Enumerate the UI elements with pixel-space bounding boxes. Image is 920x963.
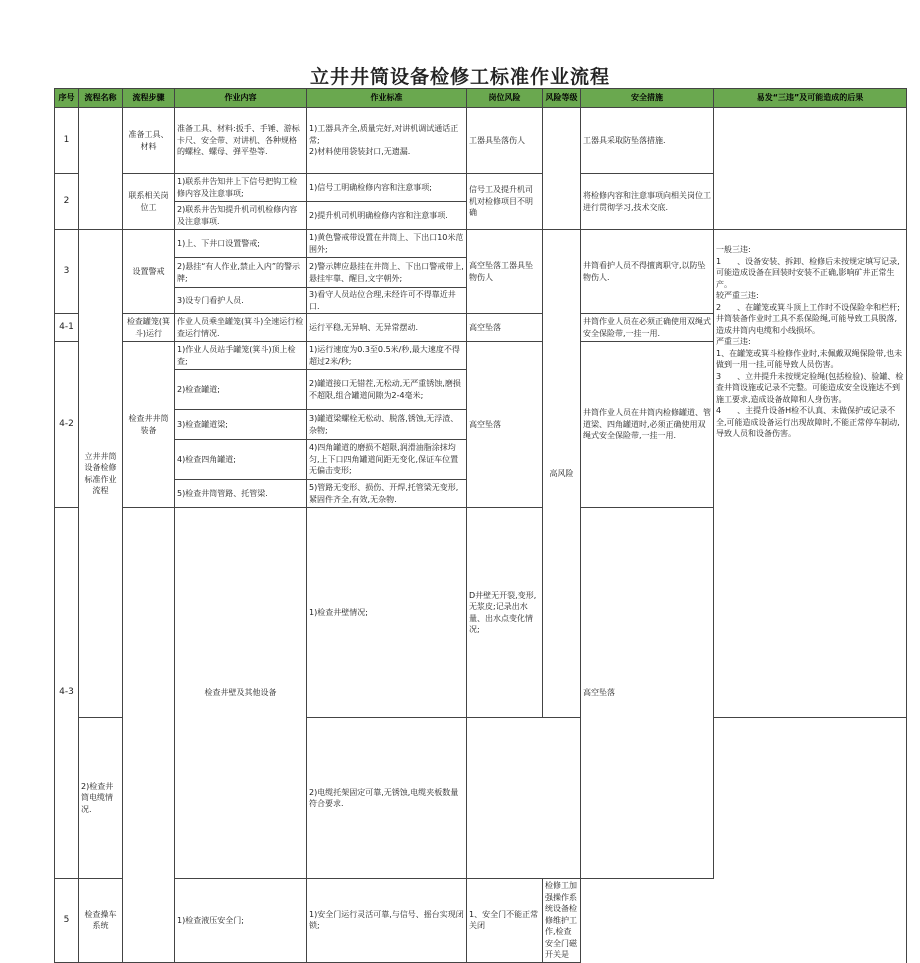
measure-cell: 工器具采取防坠落措施. [581,108,714,174]
content-cell: 2)检查罐道; [175,370,307,410]
content-cell: 3)设专门看护人员. [175,288,307,314]
risk-cell: 工器具坠落伤人 [467,108,543,174]
standard-cell: 2)警示牌应悬挂在井筒上、下出口警戒带上,悬挂牢靠、醒目,文字朝外; [307,258,467,288]
seq-cell: 4-3 [55,508,79,879]
step-cell: 设置警戒 [123,230,175,314]
content-cell: 2)悬挂“有人作业,禁止入内”的警示牌; [175,258,307,288]
measure-cell: 井筒看护人员不得擅离职守,以防坠物伤人. [581,230,714,314]
content-cell: 2)检查井筒电缆情况. [79,718,123,879]
standard-cell: 1)安全门运行灵活可靠,与信号、摇台实现闭锁; [307,879,467,963]
process-cell-empty [79,108,123,230]
standard-cell: 1)工器具齐全,质量完好,对讲机调试通话正常; 2)材料使用袋装封口,无遗漏. [307,108,467,174]
content-cell: 准备工具、材料:扳手、手锤、游标卡尺、安全带、对讲机、各种规格的螺栓、螺母、弹平垫等. [175,108,307,174]
content-cell: 3)检查罐道梁; [175,410,307,440]
header-step: 流程步骤 [123,89,175,108]
table-row [55,108,907,174]
content-cell: 1)作业人员站手罐笼(箕斗)顶上检查; [175,342,307,370]
header-violations: 易发“三违”及可能造成的后果 [714,89,907,108]
step-cell: 检查井井筒装备 [123,342,175,508]
step-cell: 检查井壁及其他设备 [175,508,307,879]
header-risk: 岗位风险 [467,89,543,108]
seq-cell: 2 [55,174,79,230]
measure-cell: 井筒作业人员在必须正确使用双绳式安全保险带,一挂一用. [581,314,714,342]
risk-cell: 高空坠落 [467,314,543,342]
standard-cell: 3)看守人员站位合理,未经许可不得靠近井口. [307,288,467,314]
table-row [55,230,907,258]
standard-cell: 5)管路无变形、损伤、开焊,托管梁无变形,紧固件齐全,有效,无杂物. [307,480,467,508]
risk-cell: 高空坠落 [581,508,714,879]
header-measure: 安全措施 [581,89,714,108]
step-cell: 检查操车系统 [79,879,123,963]
measure-cell: 井筒作业人员在井筒内检修罐道、管道梁、四角罐道时,必须正确使用双绳式安全保险带,一挂一用. [581,342,714,508]
risk-cell: 1、安全门不能正常关闭 [467,879,543,963]
risk-level-cell-empty [543,108,581,230]
seq-cell: 5 [55,879,79,963]
process-cell-empty [123,508,175,963]
content-cell: 1)检查井壁情况; [307,508,467,718]
risk-level-cell: 高风险 [543,230,581,718]
standard-cell: 4)四角罐道的磨损不超限,润滑油脂涂抹均匀,上下口四角罐道间距无变化,保证车位置无偏击变形; [307,440,467,480]
risk-cell: 高空坠落工器具坠物伤人 [467,230,543,314]
header-risk-level: 风险等级 [543,89,581,108]
seq-cell: 4-1 [55,314,79,342]
process-name-cell: 立井井筒设备检修标准作业流程 [79,230,123,718]
standard-cell: 1)信号工明确检修内容和注意事项; [307,174,467,202]
header-content: 作业内容 [175,89,307,108]
table-row [55,879,907,963]
table-header-row [55,89,907,108]
header-seq: 序号 [55,89,79,108]
risk-cell: 高空坠落 [467,342,543,508]
header-process: 流程名称 [79,89,123,108]
header-standard: 作业标准 [307,89,467,108]
standard-cell: 3)罐道梁螺栓无松动、脱落,锈蚀,无浮渣、杂物; [307,410,467,440]
step-cell: 检查罐笼(箕斗)运行 [123,314,175,342]
standard-cell: 2)提升机司机明确检修内容和注意事项. [307,202,467,230]
seq-cell: 3 [55,230,79,314]
risk-cell: 信号工及提升机司机对检修项目不明确 [467,174,543,230]
content-cell: 1)联系井告知井上下信号把钩工检修内容及注意事项; [175,174,307,202]
standard-cell: 2)罐道接口无错茬,无松动,无严重锈蚀,磨损不超限,组合罐道间隙为2-4毫米; [307,370,467,410]
step-cell: 准备工具、材料 [123,108,175,174]
seq-cell: 4-2 [55,342,79,508]
measure-cell: 将检修内容和注意事项向相关岗位工进行贯彻学习,技术交底. [581,174,714,230]
standard-cell: 2)电缆托架固定可靠,无锈蚀,电缆夹板数量符合要求. [307,718,467,879]
standard-cell: D井壁无开裂,变形,无浆皮;记录出水量、出水点变化情况; [467,508,543,718]
violations-cell: 一般三违: 1 、设备安装、拆卸、检修后未按规定填写记录,可能造成设备在回装时安装不正确,影响矿井正常生产。 较严重三违: 2 、在罐笼或箕斗顶上工作时不设保险伞和栏杆;井筒装备作业时工具不系保险绳,可能导致工具脱落,造成井筒内电缆和小线损坏。 严重三违: 1、在罐笼或箕斗检修作业时,未佩戴双绳保险带,也未做到一用一挂,可能导致人员伤害。 3 、立井提升未按规定验绳(包括检验)、验罐、检查井筒设施或记录不完整。可能造成安全设施达不到施工要求,造成设备故障和人身伤害。 4 、主提升设备H检不认真、未做保护或记录不全,可能造成设备运行出现故障时,不能正常停车制动,导致人员和设备伤害。 [714,230,907,718]
seq-cell: 1 [55,108,79,174]
content-cell: 2)联系井告知提升机司机检修内容及注意事项. [175,202,307,230]
content-cell: 1)检查液压安全门; [175,879,307,963]
standard-cell: 运行平稳,无异响、无异常摆动. [307,314,467,342]
violations-cell-empty [714,108,907,230]
standard-cell: 1)运行速度为0.3至0.5米/秒,最大速度不得超过2米/秒; [307,342,467,370]
standard-cell: 1)黄色警戒带设置在井筒上、下出口10米范围外; [307,230,467,258]
page-title: 立井井筒设备检修工标准作业流程 [309,66,610,88]
content-cell: 1)上、下井口设置警戒; [175,230,307,258]
content-cell: 作业人员乘坐罐笼(箕斗)全速运行检查运行情况. [175,314,307,342]
content-cell: 4)检查四角罐道; [175,440,307,480]
procedure-table [54,88,907,963]
step-cell: 联系相关岗位工 [123,174,175,230]
measure-cell: 检修工加强操作系统设备检修维护工作,检查安全门磁开关是 [543,879,581,963]
content-cell: 5)检查井筒管路、托管梁. [175,480,307,508]
